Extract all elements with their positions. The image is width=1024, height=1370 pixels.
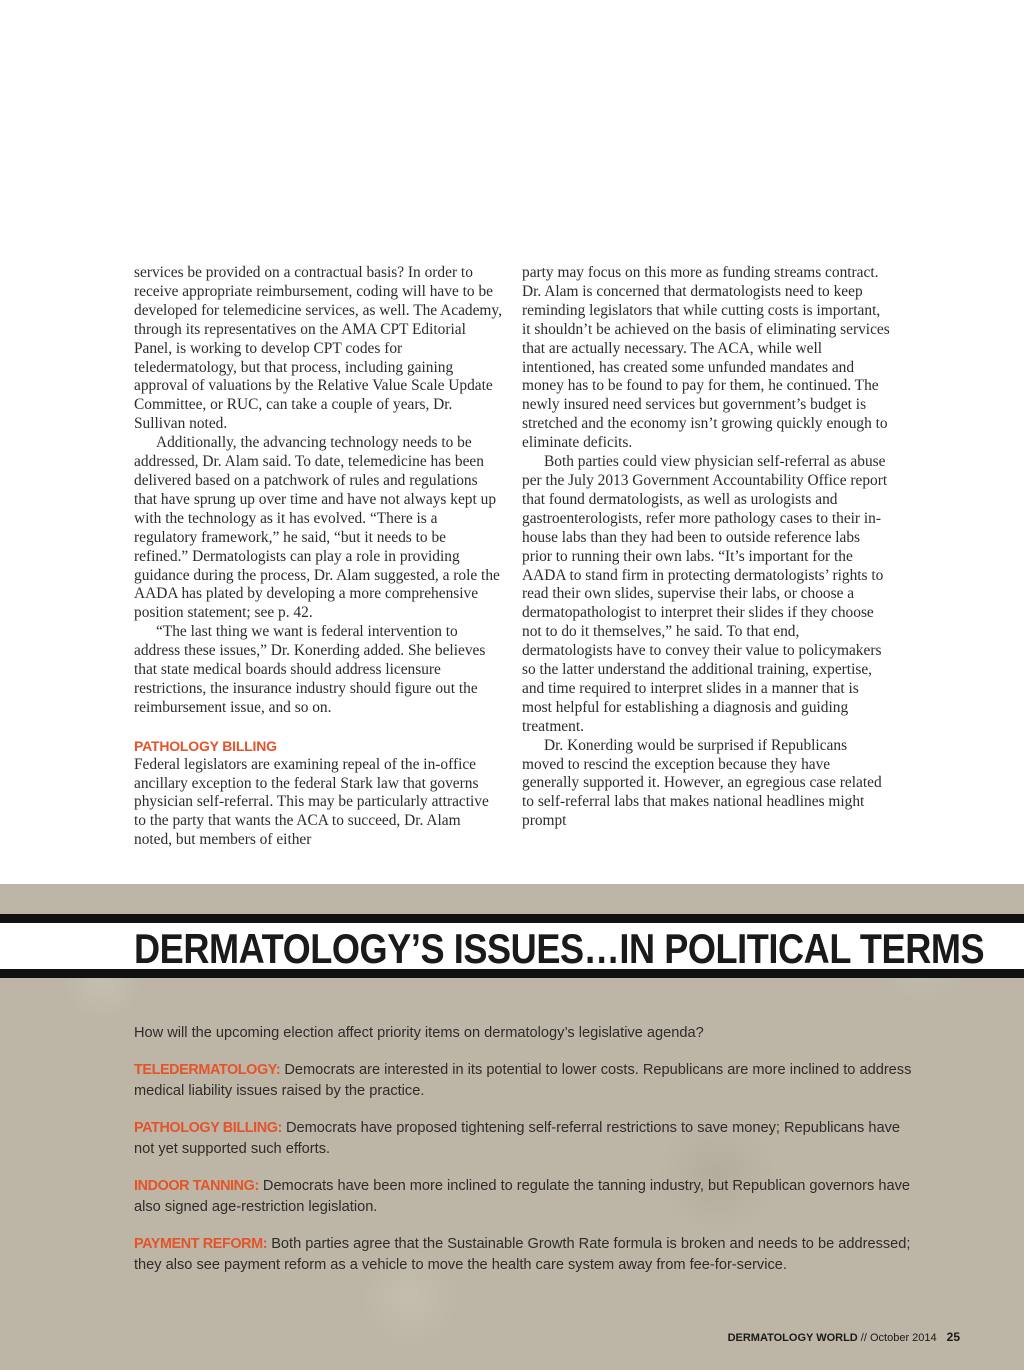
sidebar-intro: How will the upcoming election affect priority items on dermatology’s legislative agenda?: [134, 1025, 704, 1041]
sidebar-body: [134, 1023, 924, 1292]
sidebar-item-text: Democrats are interested in its potential to lower costs. Republicans are more inclined to address medical liability issues raised by the practice.: [134, 1062, 912, 1099]
sidebar-item-label: PAYMENT REFORM:: [134, 1236, 268, 1252]
page-footer: [728, 1330, 960, 1344]
sidebar-item-label: TELEDERMATOLOGY:: [134, 1062, 281, 1078]
publication-name: DERMATOLOGY WORLD: [727, 1332, 858, 1344]
article-paragraph: Both parties could view physician self-referral as abuse per the July 2013 Government Accountability Office report that found dermatologists, as well as urologists and gastroenterologists, refer more pathology cases to their in-house labs than they had been to outside reference labs prior to running their own labs. “It’s important for the AADA to stand firm in protecting dermatologists’ rights to read their own slides, supervise their labs, or choose a dermatopathologist to interpret their slides if they choose not to do it themselves,” he said. To that end, dermatologists have to convey their value to policymakers so the latter understand the additional training, expertise, and time required to interpret slides in a manner that is most helpful for establishing a diagnosis and guiding treatment.: [522, 453, 888, 735]
sidebar-title-band: [0, 914, 1024, 978]
sidebar-item-label: INDOOR TANNING:: [134, 1178, 259, 1194]
article-paragraph: services be provided on a contractual basis? In order to receive appropriate reimbursement, coding will have to be developed for telemedicine services, as well. The Academy, through its representatives on the AMA CPT Editorial Panel, is working to develop CPT codes for teledermatology, but that process, including gaining approval of valuations by the Relative Value Scale Update Committee, or RUC, can take a couple of years, Dr. Sullivan noted.: [134, 264, 502, 433]
political-terms-sidebar: [0, 884, 1024, 1370]
sidebar-item-teledermatology: [134, 1060, 924, 1102]
article-paragraph: Dr. Konerding would be surprised if Republicans moved to rescind the exception because they have generally supported it. However, an egregious case related to self-referral labs that makes national headlines might prompt: [522, 736, 882, 830]
page-number: 25: [946, 1330, 960, 1344]
sidebar-item-indoor-tanning: [134, 1176, 924, 1218]
sidebar-item-label: PATHOLOGY BILLING:: [134, 1120, 282, 1136]
article-left-column: [134, 264, 502, 850]
issue-date: October 2014: [869, 1332, 937, 1344]
footer-separator: //: [857, 1332, 870, 1344]
sidebar-title: DERMATOLOGY’S ISSUES…IN POLITICAL TERMS: [134, 925, 985, 972]
article-paragraph: “The last thing we want is federal intervention to address these issues,” Dr. Konerding added. She believes that state medical boards should address licensure restrictions, the insurance industry should figure out the reimbursement issue, and so on.: [134, 623, 486, 716]
article-right-column: [522, 264, 890, 831]
section-heading-pathology-billing: PATHOLOGY BILLING: [134, 737, 277, 754]
article-paragraph: Federal legislators are examining repeal of the in-office ancillary exception to the federal Stark law that governs physician self-referral. This may be particularly attractive to the party that wants the ACA to succeed, Dr. Alam noted, but members of either: [134, 755, 489, 849]
sidebar-item-payment-reform: [134, 1234, 924, 1276]
article-paragraph: party may focus on this more as funding streams contract. Dr. Alam is concerned that dermatologists need to keep reminding legislators that while cutting costs is important, it shouldn’t be achieved on the basis of eliminating services that are actually necessary. The ACA, while well intentioned, has created some unfunded mandates and money has to be found to pay for them, he continued. The newly insured need services but government’s budget is stretched and the economy isn’t growing quickly enough to eliminate deficits.: [522, 264, 890, 452]
sidebar-item-text: Democrats have been more inclined to regulate the tanning industry, but Republican governors have also signed age-restriction legislation.: [134, 1178, 911, 1215]
sidebar-item-text: Democrats have proposed tightening self-referral restrictions to save money; Republicans have not yet supported such efforts.: [134, 1120, 901, 1157]
sidebar-item-pathology-billing: [134, 1118, 924, 1160]
sidebar-item-text: Both parties agree that the Sustainable Growth Rate formula is broken and needs to be addressed; they also see payment reform as a vehicle to move the health care system away from fee-for-service.: [134, 1236, 911, 1273]
article-paragraph: Additionally, the advancing technology needs to be addressed, Dr. Alam said. To date, telemedicine has been delivered based on a patchwork of rules and regulations that have sprung up over time and have not always kept up with the technology as it has evolved. “There is a regulatory framework,” he said, “but it needs to be refined.” Dermatologists can play a role in providing guidance during the process, Dr. Alam suggested, a role the AADA has plated by developing a more comprehensive position statement; see p. 42.: [134, 434, 500, 622]
